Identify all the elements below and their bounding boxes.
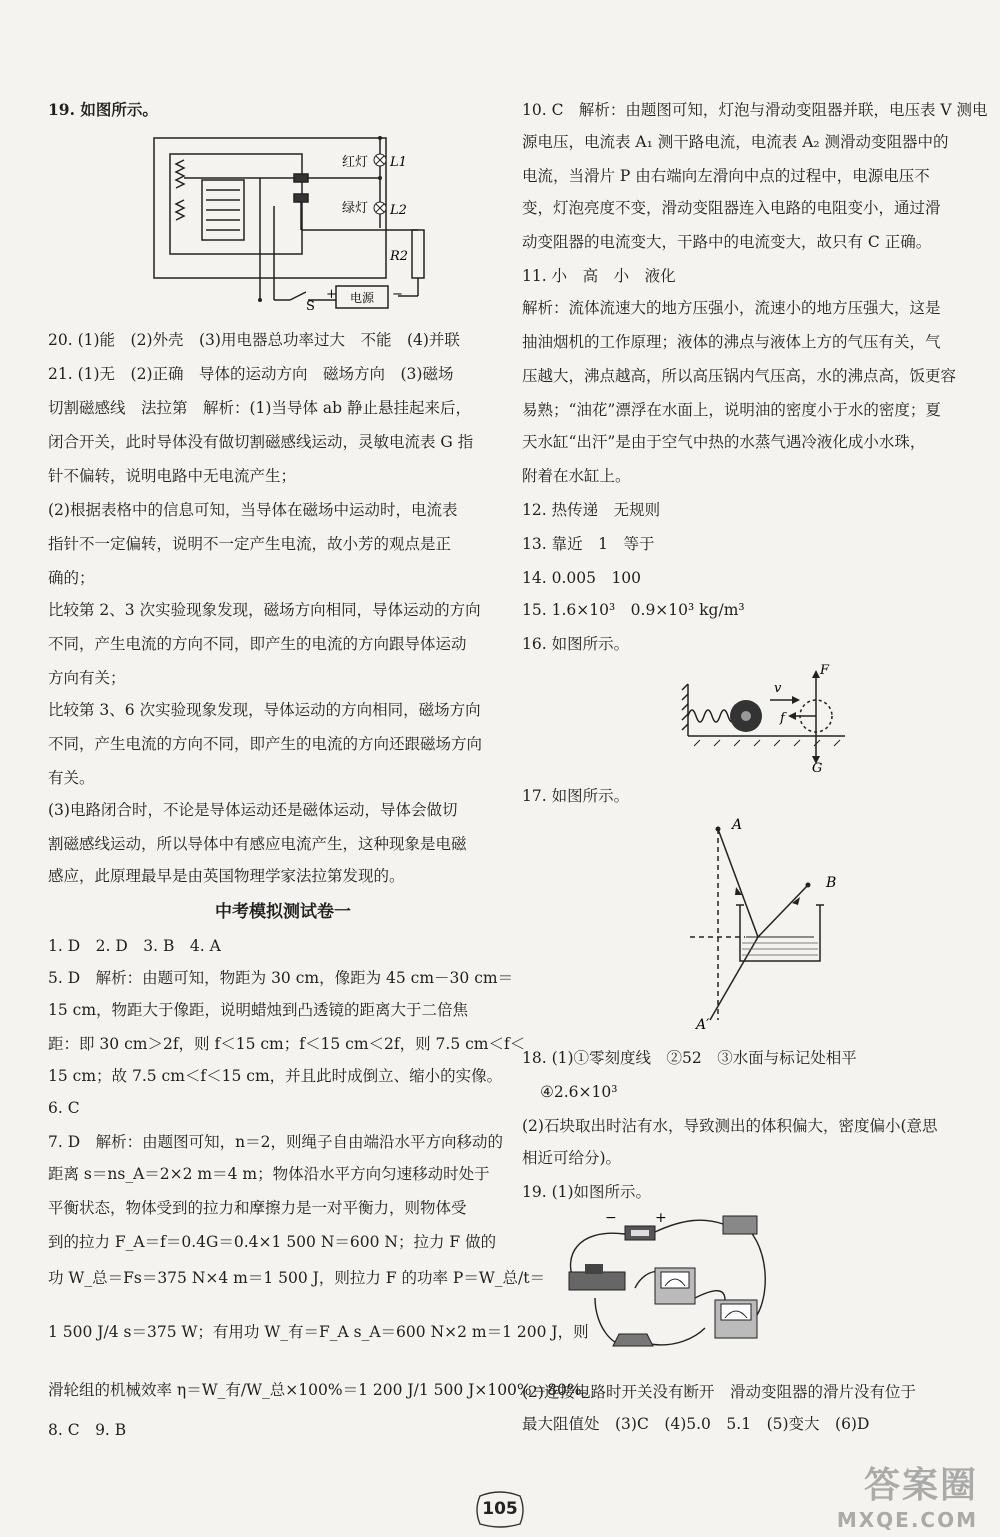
F-label: F: [820, 663, 830, 678]
text-line: 方向有关；: [48, 669, 126, 687]
q16-heading: 16. 如图所示。: [522, 635, 630, 653]
switch-S-label: S: [306, 299, 315, 310]
text-line: 抽油烟机的工作原理；液体的沸点与液体上方的气压有关，气: [522, 333, 941, 351]
text-line: ④2.6×10³: [540, 1083, 618, 1101]
A-prime-label: A′: [696, 1017, 710, 1033]
text-line: 闭合开关，此时导体没有做切割磁感线运动，灵敏电流表 G 指: [48, 433, 474, 451]
text-line: 确的；: [48, 569, 95, 587]
text-line: 到的拉力 F_A＝f＝0.4G＝0.4×1 500 N＝600 N；拉力 F 做的: [48, 1233, 497, 1251]
text-line: 15 cm，物距大于像距，说明蜡烛到凸透镜的距离大于二倍焦: [48, 1001, 469, 1019]
text-line: 距离 s＝ns_A＝2×2 m＝4 m；物体沿水平方向匀速移动时处于: [48, 1165, 490, 1183]
q15-answer: 15. 1.6×10³ 0.9×10³ kg/m³: [522, 601, 745, 619]
page-number: 105: [482, 1499, 518, 1519]
text-line: (2)根据表格中的信息可知，当导体在磁场中运动时，电流表: [48, 501, 458, 519]
text-line: 解析：流体流速大的地方压强小，流速小的地方压强大，这是: [522, 299, 941, 317]
A-label: A: [732, 817, 743, 833]
text-line: 15 cm；故 7.5 cm＜f＜15 cm，并且此时成倒立、缩小的实像。: [48, 1067, 503, 1085]
q8-9-answers: 8. C 9. B: [48, 1421, 127, 1439]
text-line: 1 500 J/4 s＝375 W；有用功 W_有＝F_A s_A＝600 N×2 m＝1 200 J，则: [48, 1323, 589, 1341]
q14-answer: 14. 0.005 100: [522, 569, 642, 587]
v-label: v: [774, 681, 782, 696]
text-line: (2)石块取出时沾有水，导致测出的体积偏大，密度偏小(意思: [522, 1117, 938, 1135]
relay-circuit-diagram: [150, 130, 440, 310]
text-line: 动变阻器的电流变大，干路中的电流变大，故只有 C 正确。: [522, 233, 932, 251]
q20-answer: 20. (1)能 (2)外壳 (3)用电器总功率过大 不能 (4)并联: [48, 331, 460, 349]
text-line: 电流，当滑片 P 由右端向左滑向中点的过程中，电源电压不: [522, 167, 930, 185]
watermark-title: 答案圈: [863, 1465, 978, 1506]
q5-answer: 5. D 解析：由题可知，物距为 30 cm，像距为 45 cm－30 cm＝: [48, 969, 514, 987]
circuit-apparatus-figure: [555, 1208, 775, 1368]
text-line: 源电压，电流表 A₁ 测干路电流，电流表 A₂ 测滑动变阻器中的: [522, 133, 949, 151]
text-line: 滑轮组的机械效率 η＝W_有/W_总×100%＝1 200 J/1 500 J×100%＝80%。: [48, 1381, 598, 1399]
text-line: (2)连接电路时开关没有断开 滑动变阻器的滑片没有位于: [522, 1383, 916, 1401]
text-line: 比较第 2、3 次实验现象发现，磁场方向相同，导体运动的方向: [48, 601, 481, 619]
text-line: 切割磁感线 法拉第 解析：(1)当导体 ab 静止悬挂起来后，: [48, 399, 471, 417]
q6-answer: 6. C: [48, 1099, 80, 1117]
battery-plus-label: +: [655, 1210, 667, 1226]
text-line: 距：即 30 cm＞2f，则 f＜15 cm；f＜15 cm＜2f，则 7.5 cm＜f＜: [48, 1035, 526, 1053]
text-line: 有关。: [48, 769, 95, 787]
f-label: f: [780, 711, 785, 726]
text-line: 针不偏转，说明电路中无电流产生；: [48, 467, 297, 485]
section-title: 中考模拟测试卷一: [215, 902, 351, 922]
text-line: 不同，产生电流的方向不同，即产生的电流的方向还跟磁场方向: [48, 735, 483, 753]
watermark-logo: [788, 1457, 978, 1532]
text-line: 压越大，沸点越高，所以高压锅内气压高，水的沸点高，饭更容: [522, 367, 957, 385]
G-label: G: [812, 761, 823, 775]
q18-answer: 18. (1)①零刻度线 ②52 ③水面与标记处相平: [522, 1049, 857, 1067]
text-line: 天水缸“出汗”是由于空气中热的水蒸气遇冷液化成小水珠，: [522, 433, 926, 451]
red-lamp-label: 红灯: [342, 155, 369, 170]
text-line: 不同，产生电流的方向不同，即产生的电流的方向跟导体运动: [48, 635, 467, 653]
force-diagram-figure: [680, 660, 850, 775]
text-line: 感应，此原理最早是由英国物理学家法拉第发现的。: [48, 867, 405, 885]
q7-answer: 7. D 解析：由题图可知，n＝2，则绳子自由端沿水平方向移动的: [48, 1133, 503, 1151]
q21-answer: 21. (1)无 (2)正确 导体的运动方向 磁场方向 (3)磁场: [48, 365, 454, 383]
text-line: 相近可给分)。: [522, 1149, 622, 1167]
q11-answer: 11. 小 高 小 液化: [522, 267, 676, 285]
green-lamp-label: 绿灯: [342, 201, 369, 216]
L1-label: L1: [390, 155, 407, 170]
q10-answer: 10. C 解析：由题图可知，灯泡与滑动变阻器并联，电压表 V 测电: [522, 101, 988, 119]
reflection-diagram-figure: [690, 815, 850, 1035]
minus-label: −: [392, 287, 403, 302]
text-line: 附着在水缸上。: [522, 467, 631, 485]
text-line: 变，灯泡亮度不变，滑动变阻器连入电路的电阻变小，通过滑: [522, 199, 941, 217]
q19-heading: 19. 如图所示。: [48, 100, 158, 119]
L2-label: L2: [390, 203, 407, 218]
R2-label: R2: [390, 249, 409, 264]
power-label: 电源: [350, 291, 375, 305]
text-line: 指针不一定偏转，说明不一定产生电流，故小芳的观点是正: [48, 535, 452, 553]
text-line: (3)电路闭合时，不论是导体运动还是磁体运动，导体会做切: [48, 801, 458, 819]
watermark-url: MXQE.COM: [836, 1508, 978, 1532]
text-line: 易熟；“油花”漂浮在水面上，说明油的密度小于水的密度；夏: [522, 401, 941, 419]
text-line: 平衡状态，物体受到的拉力和摩擦力是一对平衡力，则物体受: [48, 1199, 467, 1217]
q12-answer: 12. 热传递 无规则: [522, 501, 661, 519]
answers-1-4: 1. D 2. D 3. B 4. A: [48, 937, 221, 955]
q17-heading: 17. 如图所示。: [522, 787, 630, 805]
text-line: 比较第 3、6 次实验现象发现，导体运动的方向相同，磁场方向: [48, 701, 481, 719]
q13-answer: 13. 靠近 1 等于: [522, 535, 655, 553]
text-line: 最大阻值处 (3)C (4)5.0 5.1 (5)变大 (6)D: [522, 1415, 870, 1433]
text-line: 功 W_总＝Fs＝375 N×4 m＝1 500 J，则拉力 F 的功率 P＝W_总/t＝: [48, 1269, 545, 1287]
plus-label: +: [326, 287, 337, 302]
text-line: 割磁感线运动，所以导体中有感应电流产生，这种现象是电磁: [48, 835, 467, 853]
battery-minus-label: −: [605, 1210, 617, 1226]
q19b-heading: 19. (1)如图所示。: [522, 1183, 652, 1201]
B-label: B: [826, 875, 837, 891]
